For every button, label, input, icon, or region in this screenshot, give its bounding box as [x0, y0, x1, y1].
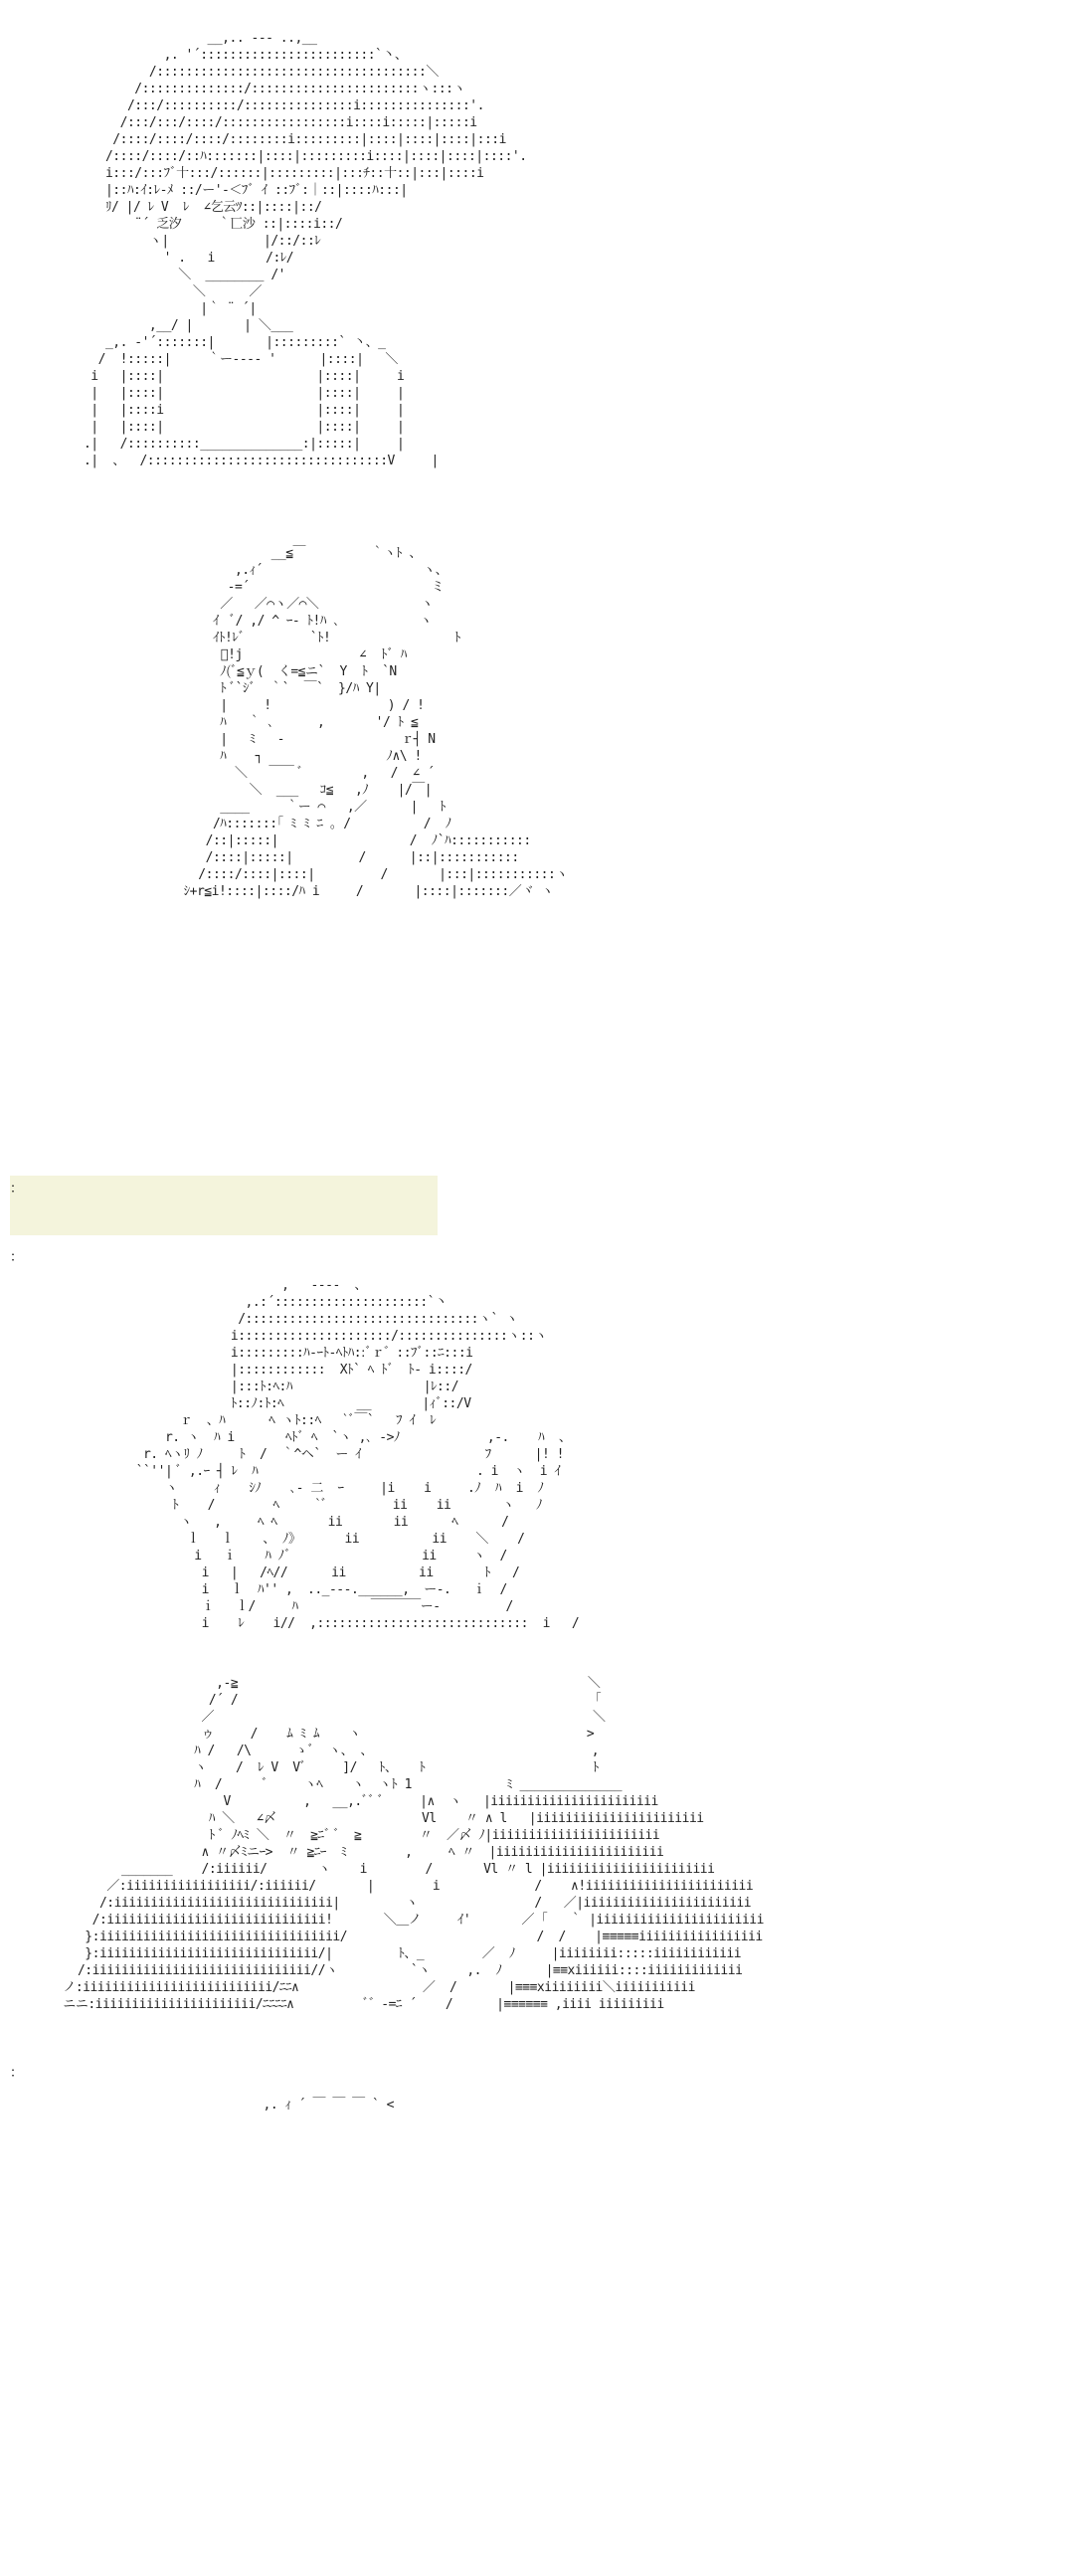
- ascii-art-character-2: __≦￣ ｀ヽﾄ 、 ,.ｨ´ ヽ、 -=´ ミ ／ ／⌒ヽ／⌒＼ ヽ ｲ ﾞ/ ,/ ^ ｰ- ﾄ!ﾊ ､ ヽ ｲﾄ!ﾚﾞ `ﾄ! ﾄ ﾞ!j ∠ ﾄﾞ ﾊ ﾉ(ﾞ≦ｙ( く=≦ニ` Y ﾄ `N ﾄ ﾞ`ｼﾞ ｀` ￣` }/ﾊ Y| | ! ) / ! ﾊ ｀ ､ , '/ ﾄ ≦ | ﾐ - ｒ┤ N ﾊ ┐ ﾉ∧\ ! ＼ ￣￣ ﾞ , / ∠ ´ ＼ ___ ｺ≦ ,ﾉ |/￣| ____ ｀ー ⌒ ,／ | ﾄ /ﾊ:::::::｢ ﾐ ﾐ ﾆ ｡ / / ﾉ /::|:::::| / ﾉ`ﾊ::::::::::: /::::|:::::| / |::|::::::::::: /::::/::::|::::| / |:::|:::::::::::ヽ ｼ+r≦i!::::|::::/ﾊ i / |::::|:::::::／ヾ ヽ: [183, 546, 568, 899]
- post-header-815: ：: [10, 1182, 24, 1196]
- ascii-art-character-3: , ---- 、 ,.:´:::::::::::::::::::::`丶 /::::::::::::::::::::::::::::::::ヽ` ヽ i:::::::::::::::::::::/:::::::::::::::ヽ::ヽ i:::::::::ﾊ-ｰﾄ-ﾍﾄﾊ::ﾞｒ゛::ﾌﾞ::ﾆ:::i |:::::::::::: Xﾄ` ﾍ ﾄﾞ ﾄ- i::::/ |:::ﾄ:ﾍ:ﾊ |ﾚ::/ ﾄ::ﾉ:ﾄ:ﾍ __ |ｨﾞ::/V ｒ 、ﾊ ﾍ ヽﾄ::ﾍ `ﾞ￣` ﾌ ｲ ﾚ r. ヽ ﾊ i ﾍﾄﾞ ﾍ `ヽ ,､ ->ﾉ ,-. ﾊ 、 r. ﾍヽﾘ ﾉ ﾄ / ｀^ヘ` ー ｲ ﾌ |! ! ``''| ﾞ ,.ｰ ┤ ﾚ ﾊ . i ヽ i ｲ ヽ ｨ ｼﾉ ､- 二 ｰ |i i .ﾉ ﾊ i ﾉ ﾄ / ﾍ `ﾞ ii ii ヽ ﾉ ヽ , ﾍ ﾍ ii ii ﾍ / ｌ ｌ 、 ﾉ》 ii ii ＼ / i ｉ ﾊ ﾉﾞ ii ヽ / i | /ﾍ// ii ii ﾄ / i ｌ ﾊ'' , .._---.______, ー-. ｉ / ｉ ｌ/ ﾊ ￣￣￣￣ー- / i ﾚ i// ,::::::::::::::::::::::::::::: i /: [135, 1278, 580, 1631]
- ascii-art-character-5: ,. ｨ ´ ￣ ￣ ￣ ` <: [117, 2098, 409, 2113]
- post-header-846: ：: [10, 1250, 24, 1265]
- ascii-art-character-4: ,-≧ ＼ /´ / ｢ ／ ＼ ゥ / ﾑ ﾐ ﾑ ヽ > ﾊ / /\ ゝﾞ ヽ、 、 , ヽ / ﾚ V Vﾞ ]/ ﾄ、 ﾄ ﾄ ﾊ / ﾞ ヽﾍ ヽ ヽﾄ 1 ﾐ ______________ V , __,.ﾞﾞ ﾞ |∧ ヽ |iiiiiiiiiiiiiiiiiiiiiii ﾊ ＼ ∠〆 Vl 〃 ∧ l |iiiiiiiiiiiiiiiiiiiiiii ﾄ ﾞ ﾉﾍﾐ ＼ 〃 ≧ﾆﾞ ﾞ ≧ 〃 ／〆 ﾉ|iiiiiiiiiiiiiiiiiiiiiii ∧ 〃〆ﾐニｰ> 〃 ≧ﾆｰ ﾐ , ﾍ 〃 |iiiiiiiiiiiiiiiiiiiiiii _______ /:iiiiii/ ヽ i / Vl 〃 l |iiiiiiiiiiiiiiiiiiiiiii ／:iiiiiiiiiiiiiiiii/:iiiiii/ | i / ∧!iiiiiiiiiiiiiiiiiiiiiii /:iiiiiiiiiiiiiiiiiiiiiiiiiiiiii| ヽ / ／|iiiiiiiiiiiiiiiiiiiiiii /:iiiiiiiiiiiiiiiiiiiiiiiiiiiiii! ＼＿ノ ｲ' ／ ｢ ｀ |iiiiiiiiiiiiiiiiiiiiiii }:iiiiiiiiiiiiiiiiiiiiiiiiiiiiiiiii/ / / |≡≡≡≡≡iiiiiiiiiiiiiiiii }:iiiiiiiiiiiiiiiiiiiiiiiiiiiiii/| ﾄ、_ ／ ﾉ |iiiiiiii:::::iiiiiiiiiiii /:iiiiiiiiiiiiiiiiiiiiiiiiiiiiii//ヽ `ヽ ,. ﾉ |≡≡xiiiiii::::iiiiiiiiiiiii ノ:iiiiiiiiiiiiiiiiiiiiiiiiii/ﾆﾆ∧ ／ / |≡≡≡xiiiiiiii＼iiiiiiiiiii ニニ:iiiiiiiiiiiiiiiiiiiiii/ﾆﾆﾆﾆ∧ ﾞ゛-=ﾆ ´ / |≡≡≡≡≡≡ ,iiii iiiiiiiii: [63, 1676, 764, 2012]
- ascii-art-character-1: __,.. -‐- ..,__ ,. '´::::::::::::::::::::::::`丶、 /:::::::::::::::::::::::::::::::::::::＼ /::::::::::::::/:::::::::::::::::::::::ヽ:::ヽ /:::/::::::::::/:::::::::::::::i:::::::::::::::'. /:::/:::/::::/:::::::::::::::::i::::i:::::|:::::i /::::/::::/::::/::::::::i:::::::::|::::|::::|::::|:::i /::::/::::/::ﾊ:::::::|::::|:::::::::i::::|::::|::::|::::'. i:::/:::ﾌﾞ十:::/::::::|:::::::::|:::ﾁ::十::|:::|::::i |::ﾊ:ｲ:ﾚ-ﾒ ::/ー'‐＜ﾌﾞ ｲ ::ﾌﾞ:｜::|::::ﾊ:::| ﾘ/ |/ ﾚ V ﾚ ∠乞云ﾂ::|::::|::/ ¨´ 乏汐 ｀匸沙 ::|::::i::/ ヽ| |/::/::ﾚ ' . i /:ﾚ/ ＼ ________ /' ＼ ／ |｀ ¨ ´| ,__/ | | ＼___ _,. -'´:::::::| |:::::::::` 丶、_ / !:::::| ｀ー---‐ ' |::::| ＼ i |::::| |::::| i | |::::| |::::| | | |::::i |::::| | | |::::| |::::| | .| /::::::::::______________:|:::::| | .| 、 /:::::::::::::::::::::::::::::::::V |: [83, 31, 527, 468]
- post-header-859: ：: [10, 2066, 24, 2081]
- reply-post-background: [10, 1176, 438, 1235]
